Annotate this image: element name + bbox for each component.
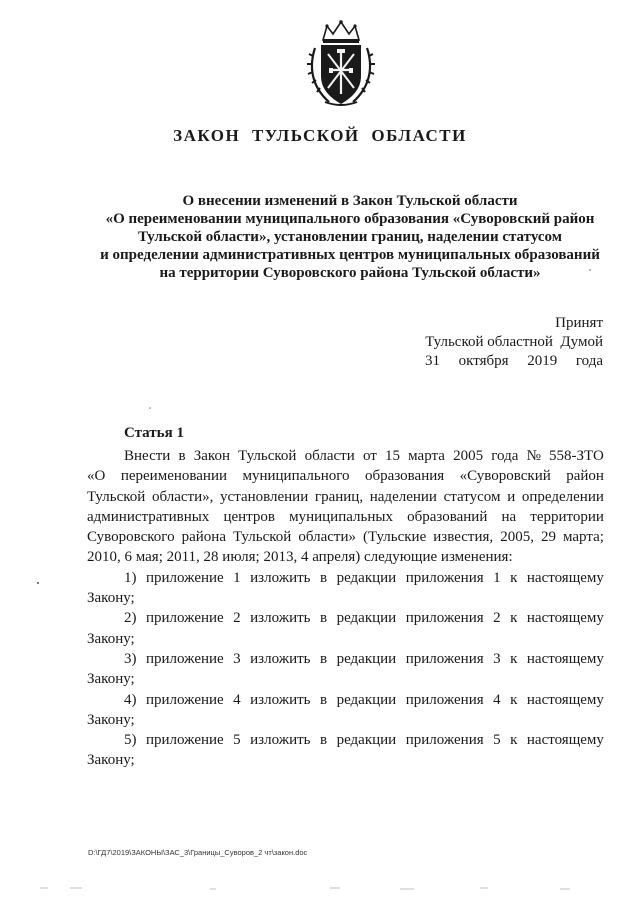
word: границ, — [314, 488, 364, 505]
word: центров — [223, 508, 275, 525]
word: Тульской — [233, 529, 292, 546]
word: установлении — [220, 488, 309, 505]
word: года — [491, 448, 519, 464]
word: области», — [151, 488, 214, 505]
adopted-by: Тульской областной Думой — [425, 334, 603, 350]
subject-line: «О переименовании муниципального образования «Суворовский район — [105, 211, 595, 227]
word: 3 — [493, 650, 501, 667]
word: Суворовского — [87, 529, 175, 546]
word: района — [181, 529, 226, 546]
word: 29 — [540, 529, 556, 546]
word: приложения — [405, 650, 484, 667]
subject-line: на территории Суворовского района Тульской области» — [159, 265, 541, 281]
word: Тульской — [87, 488, 146, 505]
word: к — [510, 610, 518, 627]
word: марта — [408, 448, 445, 464]
word: 3) — [124, 650, 137, 667]
word: 3 — [233, 650, 241, 667]
word: редакции — [336, 650, 397, 667]
word: известия, — [433, 529, 494, 546]
word: 2 — [493, 610, 501, 627]
word: от — [362, 448, 377, 464]
word: приложение — [145, 650, 224, 667]
word: настоящему — [526, 650, 604, 667]
word: 558-ЗТО — [549, 448, 604, 464]
word: редакции — [336, 569, 397, 586]
word: приложения — [405, 732, 484, 749]
word: в — [320, 569, 328, 586]
word: приложения — [405, 610, 484, 627]
subject-line: и определении административных центров муниципальных образований — [100, 247, 600, 263]
word: в — [320, 650, 328, 667]
word: муниципального — [242, 468, 350, 485]
word: территории — [530, 508, 604, 525]
list-item-line — [87, 690, 604, 710]
word: в — [320, 732, 328, 749]
word: Внести — [124, 448, 171, 464]
word: район — [566, 468, 604, 485]
word: к — [510, 650, 518, 667]
article-line — [87, 446, 604, 466]
word: марта; — [563, 529, 604, 546]
article-line — [87, 487, 604, 507]
adopted-year-word: года — [575, 353, 603, 369]
word: 4) — [124, 691, 137, 708]
adopted-label: Принят — [555, 315, 603, 331]
word: 2005 — [453, 448, 484, 464]
word: изложить — [250, 610, 311, 627]
subject-line: О внесении изменений в Закон Тульской области — [182, 193, 518, 209]
word: приложение — [145, 610, 224, 627]
word: «Суворовский — [459, 468, 551, 485]
word: настоящему — [526, 610, 604, 627]
list-item-line — [87, 649, 604, 669]
word: приложение — [145, 691, 224, 708]
word: (Тульские — [363, 529, 427, 546]
word: изложить — [250, 569, 311, 586]
word: 2005, — [500, 529, 534, 546]
article-title: Статья 1 — [124, 425, 184, 441]
list-item-continuation: Закону; — [87, 752, 135, 769]
word: в — [320, 691, 328, 708]
adopted-month: октября — [458, 353, 509, 369]
word: изложить — [250, 650, 311, 667]
tula-oblast-coat-of-arms-icon — [301, 18, 381, 110]
word: 2) — [124, 610, 137, 627]
word: муниципальных — [289, 508, 393, 525]
word: образований — [407, 508, 488, 525]
adoption-block — [425, 314, 603, 371]
word: Тульской — [238, 448, 297, 464]
word: области — [304, 448, 355, 464]
word: к — [510, 691, 518, 708]
article-line — [87, 466, 604, 486]
word: 5 — [233, 732, 241, 749]
list-item-continuation: Закону; — [87, 671, 135, 688]
adopted-date — [425, 352, 603, 371]
word: 1) — [124, 569, 137, 586]
article-line: 2010, 6 мая; 2011, 28 июля; 2013, 4 апреля) следующие изменения: — [87, 549, 513, 566]
word: 5) — [124, 732, 137, 749]
word: статусом — [443, 488, 501, 505]
article-line — [87, 507, 604, 527]
word: в — [320, 610, 328, 627]
file-path-footer: D:\ГД7\2019\ЗАКОНЫ\ЗАС_3\Границы_Суворов_2 чт\закон.doc — [88, 848, 308, 857]
word: 4 — [233, 691, 241, 708]
word: 2 — [233, 610, 241, 627]
word: к — [510, 569, 518, 586]
word: редакции — [336, 691, 397, 708]
word: области» — [298, 529, 356, 546]
list-item-line — [87, 568, 604, 588]
word: № — [526, 448, 541, 464]
adopted-day: 31 — [425, 353, 440, 369]
word: 1 — [233, 569, 241, 586]
word: Закон — [193, 448, 230, 464]
word: в — [178, 448, 186, 464]
word: 15 — [384, 448, 400, 464]
word: приложение — [145, 569, 224, 586]
word: 4 — [493, 691, 501, 708]
list-item-line — [87, 608, 604, 628]
list-item-continuation: Закону; — [87, 711, 135, 728]
word: изложить — [250, 732, 311, 749]
word: административных — [87, 508, 210, 525]
word: приложения — [405, 569, 484, 586]
list-item-continuation: Закону; — [87, 590, 135, 607]
word: и — [507, 488, 516, 505]
law-title: ЗАКОН ТУЛЬСКОЙ ОБЛАСТИ — [173, 126, 467, 145]
adopted-year: 2019 — [527, 353, 558, 369]
word: изложить — [250, 691, 311, 708]
law-subject — [80, 192, 620, 282]
word: 1 — [493, 569, 501, 586]
word: «О — [87, 468, 106, 485]
subject-line: Тульской области», установлении границ, наделении статусом — [138, 229, 562, 245]
word: редакции — [336, 610, 397, 627]
word: на — [501, 508, 517, 525]
word: образования — [365, 468, 445, 485]
word: определении — [521, 488, 604, 505]
word: настоящему — [526, 691, 604, 708]
word: приложение — [145, 732, 224, 749]
word: к — [510, 732, 518, 749]
list-item-continuation: Закону; — [87, 630, 135, 647]
word: 5 — [493, 732, 501, 749]
article-line — [87, 527, 604, 547]
word: настоящему — [526, 569, 604, 586]
article-body — [87, 446, 604, 771]
list-item-line — [87, 730, 604, 750]
word: приложения — [405, 691, 484, 708]
word: наделении — [369, 488, 437, 505]
word: редакции — [336, 732, 397, 749]
word: настоящему — [526, 732, 604, 749]
word: переименовании — [120, 468, 227, 485]
